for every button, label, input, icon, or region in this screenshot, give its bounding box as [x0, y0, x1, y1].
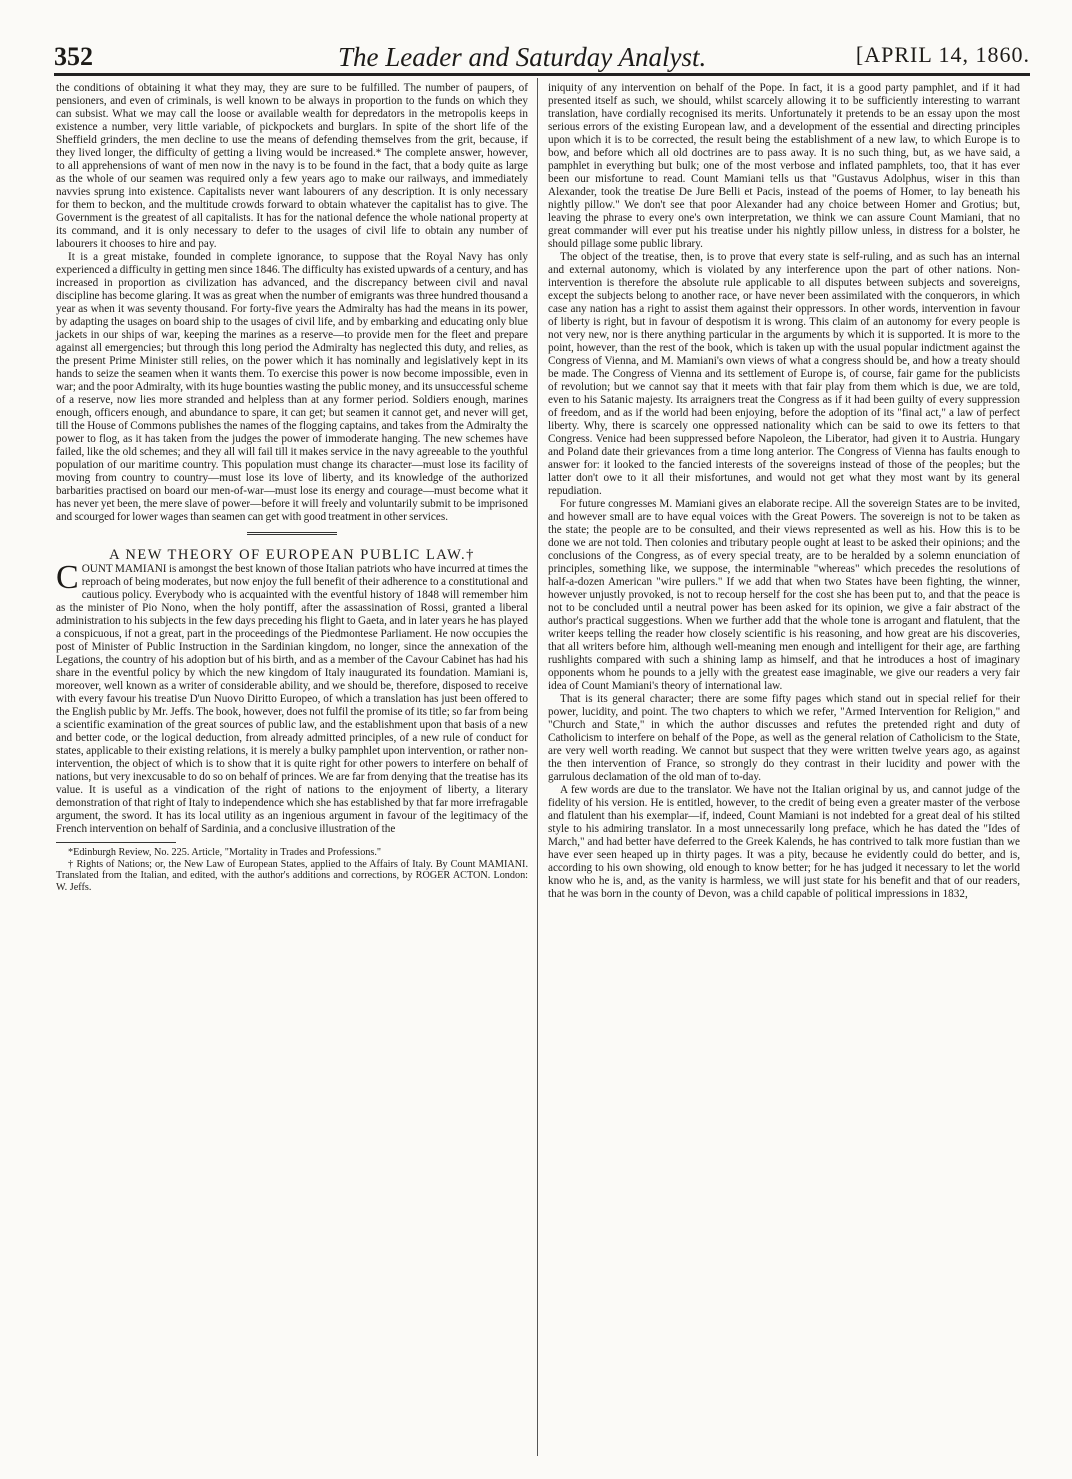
- lead-in: OUNT MAMIANI: [81, 563, 167, 575]
- paragraph: A few words are due to the translator. We have not the Italian original by us, and cannot judge of the fidelity of his version. He is entitled, however, to the credit of being even a greater master of the verbose and flatulent than his exemplar—if, indeed, Count Mamiani is not indebted for a great deal of his stilted style to his admiring translator. In a most unnecessarily long preface, which he has dated the "Ides of March," and had better have deferred to the Greek Kalends, he has contrived to talk more fustian than we have ever seen heaped up in thirty pages. It was a pity, because he evidently could do better, and is, according to his own showing, old enough to know better; for he has judged it necessary to let the world know who he is, and, as the vanity is harmless, we will just state for his benefit and that of our readers, that he was born in the county of Devon, was a child capable of political impressions in 1832,: [548, 784, 1020, 900]
- footnote-rule: [56, 842, 176, 843]
- paragraph-text: is amongst the best known of those Italian patriots who have incurred at times the reproach of being moderates, but now enjoy the full benefit of their adherence to a constitutional and cautious policy. Everybody who is acquainted with the eventful history of 1848 will remember him as the minister of Pio Nono, when the holy pontiff, after the assassination of Rossi, granted a liberal administration to his subjects in the few days preceding his flight to Gaeta, and in later years he has played a conspicuous, if not a great, part in the proceedings of the Piedmontese Parliament. He now occupies the post of Minister of Public Instruction in the Sardinian kingdom, no longer, since the annexation of the Legations, the country of his adoption but of his birth, and as a member of the Cavour Cabinet has had his share in the eventful policy by which the new kingdom of Italy inaugurated its foundation. Mamiani is, moreover, well known as a writer of considerable ability, and we should be, therefore, disposed to receive with every favour his treatise D'un Nuovo Diritto Europeo, of which a translation has just been offered to the English public by Mr. Jeffs. The book, however, does not fulfil the promise of its title; so far from being a scientific examination of the great sources of public law, and the establishment upon that basis of a new and better code, or the logical deduction, from already admitted principles, of a new rule of conduct for states, applicable to their existing relations, it is merely a bulky pamphlet upon intervention, or rather non-intervention, the object of which is to show that it is quite right for other powers to interfere on behalf of nations, but very inexcusable to do so on behalf of princes. We are far from denying that the treatise has its value. It is useful as a vindication of the right of nations to the enjoyment of liberty, a literary demonstration of that right of Italy to independence which she has established by that far more irrefragable argument, the sword. It has its local utility as an ingenious argument in favour of the legitimacy of the French intervention on behalf of Sardinia, and a conclusive illustration of the: [56, 563, 529, 835]
- footnote: *Edinburgh Review, No. 225. Article, "Mortality in Trades and Professions.": [68, 847, 382, 858]
- footnote: † Rights of Nations; or, the New Law of European States, applied to the Affairs of Italy. By Count MAMIANI. Translated from the Italian, and edited, with the author's additions and corrections, by ROGER ACTON. London: W. Jeffs.: [56, 858, 528, 893]
- paragraph: It is a great mistake, founded in complete ignorance, to suppose that the Royal Navy has only experienced a difficulty in getting men since 1846. The difficulty has existed upwards of a century, and has increased in proportion as civilization has advanced, and the discrepancy between civil and naval discipline has become glaring. It was as great when the number of emigrants was three hundred thousand a year as when it was seventy thousand. For forty-five years the Admiralty has had the means in its power, by adapting the usages on board ship to the usages of civil life, and by embarking and educating only blue jackets in our ships of war, keeping the marines as a reserve—to provide men for the fleet and prepare against all emergencies; but through this long period the Admiralty has neglected this duty, and relies, as the present Prime Minister still relies, on the power which it has nominally and legislatively kept in its hands to seize the seamen when it wants them. To exercise this power is now become impossible, even in war; and the poor Admiralty, with its huge bounties wasting the public money, and its unsuccessful scheme of a reserve, now lies more stranded and helpless than at any former period. Soldiers enough, marines enough, officers enough, and abundance to spare, it can get; but seamen it cannot get, and never will get, till the House of Commons publishes the names of the flogging captains, and takes from the Admiralty the power to flog, as it has taken from the judges the power of immoderate hanging. The new schemes have failed, like the old schemes; and they all will fail till it makes service in the navy agreeable to the youthful population of our maritime country. This population must change its character—must lose its facility of moving from country to country—must lose its love of liberty, and its knowledge of the authorized barbarities practised on board our men-of-war—must lose its energy and courage—must become what it has never yet been, the mere slave of power—before it will freely and voluntarily submit to be imprisoned and scourged for lower wages than seamen can get with good treatment in other services.: [56, 251, 528, 523]
- paragraph: The object of the treatise, then, is to prove that every state is self-ruling, and as such has an internal and external autonomy, which is violated by any interference upon the part of other nations. Non-intervention is therefore the absolute rule applicable to all disputes between subjects and sovereigns, except the subjects belong to another race, or have never been assimilated with the conquerors, in which case any nation has a right to assist them against their oppressors. In other words, intervention in favour of liberty is right, but in favour of despotism it is wrong. This claim of an autonomy for every people is not very new, nor is there anything particular in the arguments by which it is supported. It is more to the point, however, than the rest of the book, which is taken up with the usual popular indictment against the Congress of Vienna, and M. Mamiani's own views of what a congress should be, and how a treaty should be made. The Congress of Vienna and its settlement of Europe is, of course, fair game for the publicists of revolution; but we cannot say that it meets with that fair play from them which is due, we are told, even to his Satanic majesty. Its arraigners treat the Congress as if it had been guilty of every suppression of freedom, and as if the world had been enjoying, before the adoption of its "final act," a law of perfect liberty. Why, there is scarcely one oppressed nationality which can be said to owe its fetters to that Congress. Venice had been suppressed before Napoleon, the Liberator, had given it to Austria. Hungary and Poland date their grievances from a time long anterior. The Congress of Vienna has faults enough to answer for: it looked to the fancied interests of the sovereigns instead of those of the peoples; but the latter don't owe to it all their misfortunes, and would not get what they most want by its general repudiation.: [548, 251, 1020, 497]
- page-number: 352: [54, 42, 93, 71]
- paragraph: iniquity of any intervention on behalf of the Pope. In fact, it is a good party pamphlet, and if it had presented itself as such, we should, whilst scarcely allowing it to be sufficiently interesting to warrant translation, have cordially recognised its merits. Unfortunately it pretends to be an essay upon the most serious errors of the existing European law, and a development of the essential and directing principles upon which it is to be corrected, the result being the establishment of a new law, to which Europe is to bow, and before which all old doctrines are to pass away. It is no such thing, but, as we have said, a pamphlet in everything but bulk; one of the most verbose and inflated pamphlets, too, that it has ever been our misfortune to read. Count Mamiani tells us that "Gustavus Adolphus, wiser in this than Alexander, took the treatise De Jure Belli et Pacis, instead of the poems of Homer, to lay beneath his nightly pillow." We don't see that poor Alexander had any choice between Homer and Grotius; but, leaving the phrase to every one's own interpretation, we think we can assure Count Mamiani, that no great commander will ever put his treatise under his nightly pillow unless, in distress for a bolster, he should pillage some public library.: [548, 82, 1020, 250]
- paragraph: the conditions of obtaining it what they may, they are sure to be fulfilled. The number of paupers, of pensioners, and even of criminals, is well known to be always in proportion to the funds on which they can subsist. What we may call the loose or available wealth for depredators in the metropolis keeps in existence a number, very little variable, of pickpockets and burglars. In spite of the short life of the Sheffield grinders, the men decline to use the means of defending themselves from the grit, because, if they lived longer, the difficulty of getting a living would be increased.* The complete answer, however, to all apprehensions of want of men now in the navy is to be found in the fact, that a body quite as large as the whole of our seamen was required only a few years ago to make our railways, and immediately navvies sprung into existence. Capitalists never want labourers of any description. It is only necessary for them to beckon, and the multitude crowds forward to obtain whatever the capitalist has to give. The Government is the greatest of all capitalists. It has for the national defence the whole national property at its command, and it is only necessary to defer to the usages of civil life to obtain any number of labourers it chooses to hire and pay.: [56, 82, 528, 250]
- issue-date: [APRIL 14, 1860.: [855, 42, 1030, 67]
- paragraph: For future congresses M. Mamiani gives an elaborate recipe. All the sovereign States are to be invited, and however small are to have equal voices with the Great Powers. The sovereign is not to be taken as the state; the people are to be consulted, and their views represented as well as his. How this is to be done we are not told. Then colonies and tributary people ought at least to be asked their opinions; and the conclusions of the Congress, as of every special treaty, are to be heralded by a solemn enunciation of principles, something like, we suppose, the interminable "whereas" which precedes the resolutions of half-a-dozen American "wire pullers." If we add that when two States have been fighting, the winner, however unjustly provoked, is not to recoup herself for the cost she has been put to, and that the peace is not to be concluded until a neutral power has been asked for its opinion, we give a fair abstract of the author's practical suggestions. When we further add that the whole tone is arrogant and flatulent, that the writer keeps telling the reader how closely scientific is his reasoning, and how great are his discoveries, that all writers before him, although well-meaning men enough and intelligent for their age, are farthing rushlights compared with such a shining lamp as himself, and that he introduces a host of imaginary opponents whom he pounds to a jelly with the greatest ease imaginable, we give our readers a very fair idea of Count Mamiani's theory of international law.: [548, 498, 1020, 692]
- header-rule: [54, 73, 1030, 76]
- right-column: [548, 82, 1020, 1457]
- column-rule: [537, 78, 538, 1456]
- article-opening-paragraph: [56, 559, 529, 836]
- paragraph: That is its general character; there are some fifty pages which stand out in special relief for their power, lucidity, and point. The two chapters to which we refer, "Armed Intervention for Religion," and "Church and State," in which the author discusses and refutes the pretended right and duty of Catholicism to interfere on behalf of the Pope, as well as the general relation of Catholicism to the State, are very well worth reading. We cannot but suspect that they were written twelve years ago, as against the then intervention of France, so strongly do they contrast in their lucidity and power with the garrulous declamation of the old man of to-day.: [548, 693, 1020, 783]
- section-divider: [247, 532, 337, 537]
- page-header: [54, 42, 1030, 84]
- article-title: A NEW THEORY OF EUROPEAN PUBLIC LAW.†: [109, 547, 475, 563]
- left-column: [56, 82, 528, 1452]
- drop-cap: C: [56, 559, 79, 596]
- running-title: The Leader and Saturday Analyst.: [338, 42, 707, 72]
